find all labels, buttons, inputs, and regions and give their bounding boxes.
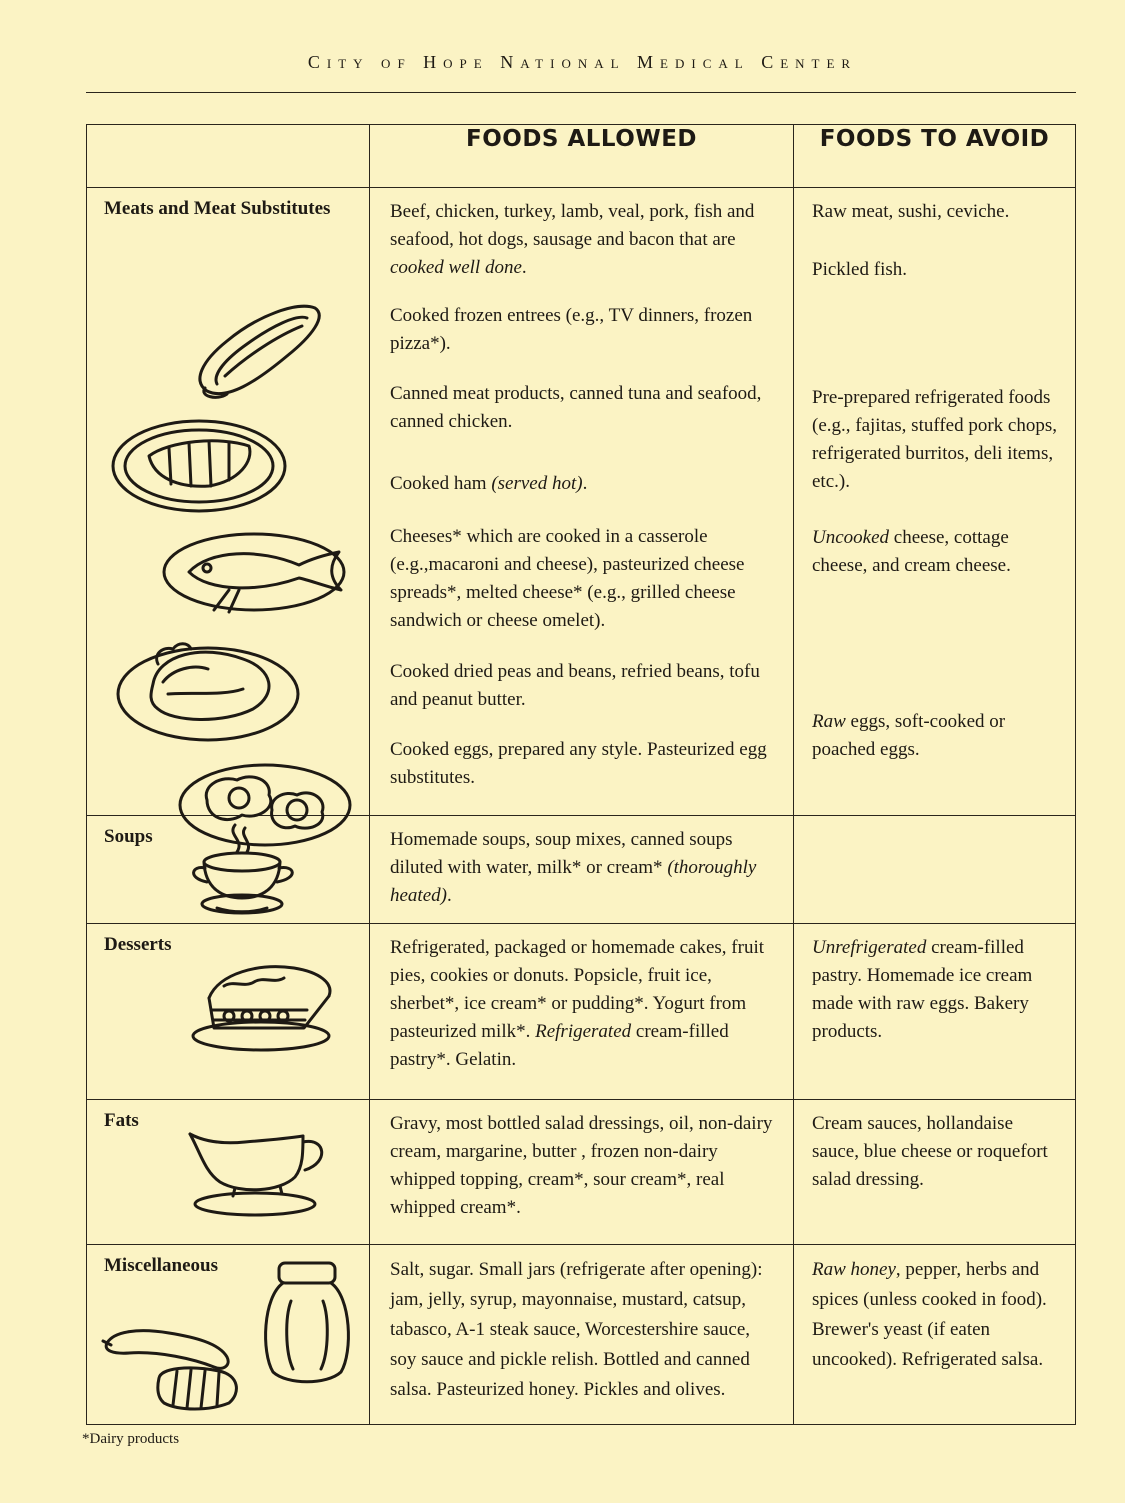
table-row bbox=[87, 924, 1076, 1100]
sausage-icon bbox=[99, 1323, 249, 1415]
allowed-item: Cooked eggs, prepared any style. Pasteurized egg substitutes. bbox=[390, 739, 767, 788]
table-row bbox=[87, 188, 1076, 816]
avoid-item: Raw eggs, soft-cooked or poached eggs. bbox=[812, 711, 1006, 760]
category-cell bbox=[87, 816, 370, 924]
jar-icon bbox=[257, 1257, 357, 1387]
foods-to-avoid-header: FOODS TO AVOID bbox=[794, 125, 1076, 188]
footnote: *Dairy products bbox=[82, 1431, 180, 1447]
header-rule bbox=[86, 92, 1076, 93]
ribs-plate-icon bbox=[109, 416, 289, 516]
diet-table bbox=[86, 124, 1076, 1425]
fish-plate-icon bbox=[159, 530, 359, 620]
avoid-item: Raw meat, sushi, ceviche. bbox=[812, 201, 1010, 222]
allowed-item: Cooked ham (served hot). bbox=[390, 473, 588, 494]
hot-dog-icon bbox=[187, 296, 327, 406]
category-cell bbox=[87, 924, 370, 1100]
allowed-item: Cooked frozen entrees (e.g., TV dinners, frozen pizza*). bbox=[390, 305, 753, 354]
allowed-item: Homemade soups, soup mixes, canned soups diluted with water, milk* or cream* (thoroughly heated). bbox=[390, 829, 757, 906]
avoid-item: Pre-prepared refrigerated foods (e.g., fajitas, stuffed pork chops, refrigerated burritos, deli items, etc.). bbox=[812, 387, 1058, 492]
avoid-item: Raw honey, pepper, herbs and spices (unless cooked in food). Brewer's yeast (if eaten uncooked). Refrigerated salsa. bbox=[812, 1259, 1047, 1370]
avoid-item: Cream sauces, hollandaise sauce, blue cheese or roquefort salad dressing. bbox=[812, 1113, 1048, 1190]
allowed-item: Beef, chicken, turkey, lamb, veal, pork, fish and seafood, hot dogs, sausage and bacon that are cooked well done. bbox=[390, 201, 755, 278]
category-col-header bbox=[87, 125, 370, 188]
category-label: Miscellaneous bbox=[104, 1255, 218, 1276]
category-cell bbox=[87, 188, 370, 816]
category-cell bbox=[87, 1245, 370, 1425]
allowed-item: Salt, sugar. Small jars (refrigerate after opening): jam, jelly, syrup, mayonnaise, mustard, catsup, tabasco, A-1 steak sauce, Worcestershire sauce, soy sauce and pickle relish. Bottled and canned salsa. Pasteurized honey. Pickles and olives. bbox=[390, 1259, 763, 1400]
page-header: City of Hope National Medical Center bbox=[307, 52, 858, 72]
category-label: Fats bbox=[104, 1110, 139, 1131]
foods-allowed-cell bbox=[370, 1245, 794, 1425]
table-row bbox=[87, 1245, 1076, 1425]
category-label: Soups bbox=[104, 826, 153, 847]
foods-allowed-cell bbox=[370, 188, 794, 816]
foods-allowed-cell bbox=[370, 924, 794, 1100]
allowed-item: Refrigerated, packaged or homemade cakes, fruit pies, cookies or donuts. Popsicle, fruit ice, sherbet*, ice cream* or pudding*. Yogurt from pasteurized milk*. Refrigerated cream-filled pastry*. Gelatin. bbox=[390, 937, 765, 1070]
table-row bbox=[87, 1100, 1076, 1245]
foods-allowed-cell bbox=[370, 1100, 794, 1245]
category-label: Meats and Meat Substitutes bbox=[104, 198, 331, 219]
foods-to-avoid-cell bbox=[794, 816, 1076, 924]
allowed-item: Cooked dried peas and beans, refried beans, tofu and peanut butter. bbox=[390, 661, 760, 710]
avoid-item: Unrefrigerated cream-filled pastry. Homemade ice cream made with raw eggs. Bakery products. bbox=[812, 937, 1033, 1042]
avoid-item: Pickled fish. bbox=[812, 259, 907, 280]
soup-cup-icon bbox=[187, 820, 302, 916]
gravy-boat-icon bbox=[185, 1122, 330, 1218]
allowed-item: Gravy, most bottled salad dressings, oil, non-dairy cream, margarine, butter , frozen non-dairy whipped topping, cream*, sour cream*, real whipped cream*. bbox=[390, 1113, 773, 1218]
foods-to-avoid-cell bbox=[794, 1245, 1076, 1425]
foods-allowed-cell bbox=[370, 816, 794, 924]
foods-allowed-header: FOODS ALLOWED bbox=[370, 125, 794, 188]
category-label: Desserts bbox=[104, 934, 172, 955]
pie-icon bbox=[189, 958, 339, 1054]
table-row bbox=[87, 816, 1076, 924]
steak-plate-icon bbox=[113, 634, 303, 744]
avoid-item: Uncooked cheese, cottage cheese, and cream cheese. bbox=[812, 527, 1011, 576]
allowed-item: Canned meat products, canned tuna and seafood, canned chicken. bbox=[390, 383, 762, 432]
foods-to-avoid-cell bbox=[794, 1100, 1076, 1245]
allowed-item: Cheeses* which are cooked in a casserole (e.g.,macaroni and cheese), pasteurized cheese spreads*, melted cheese* (e.g., grilled cheese sandwich or cheese omelet). bbox=[390, 526, 745, 631]
foods-to-avoid-cell bbox=[794, 924, 1076, 1100]
category-cell bbox=[87, 1100, 370, 1245]
foods-to-avoid-cell bbox=[794, 188, 1076, 816]
table-header-row bbox=[87, 125, 1076, 188]
